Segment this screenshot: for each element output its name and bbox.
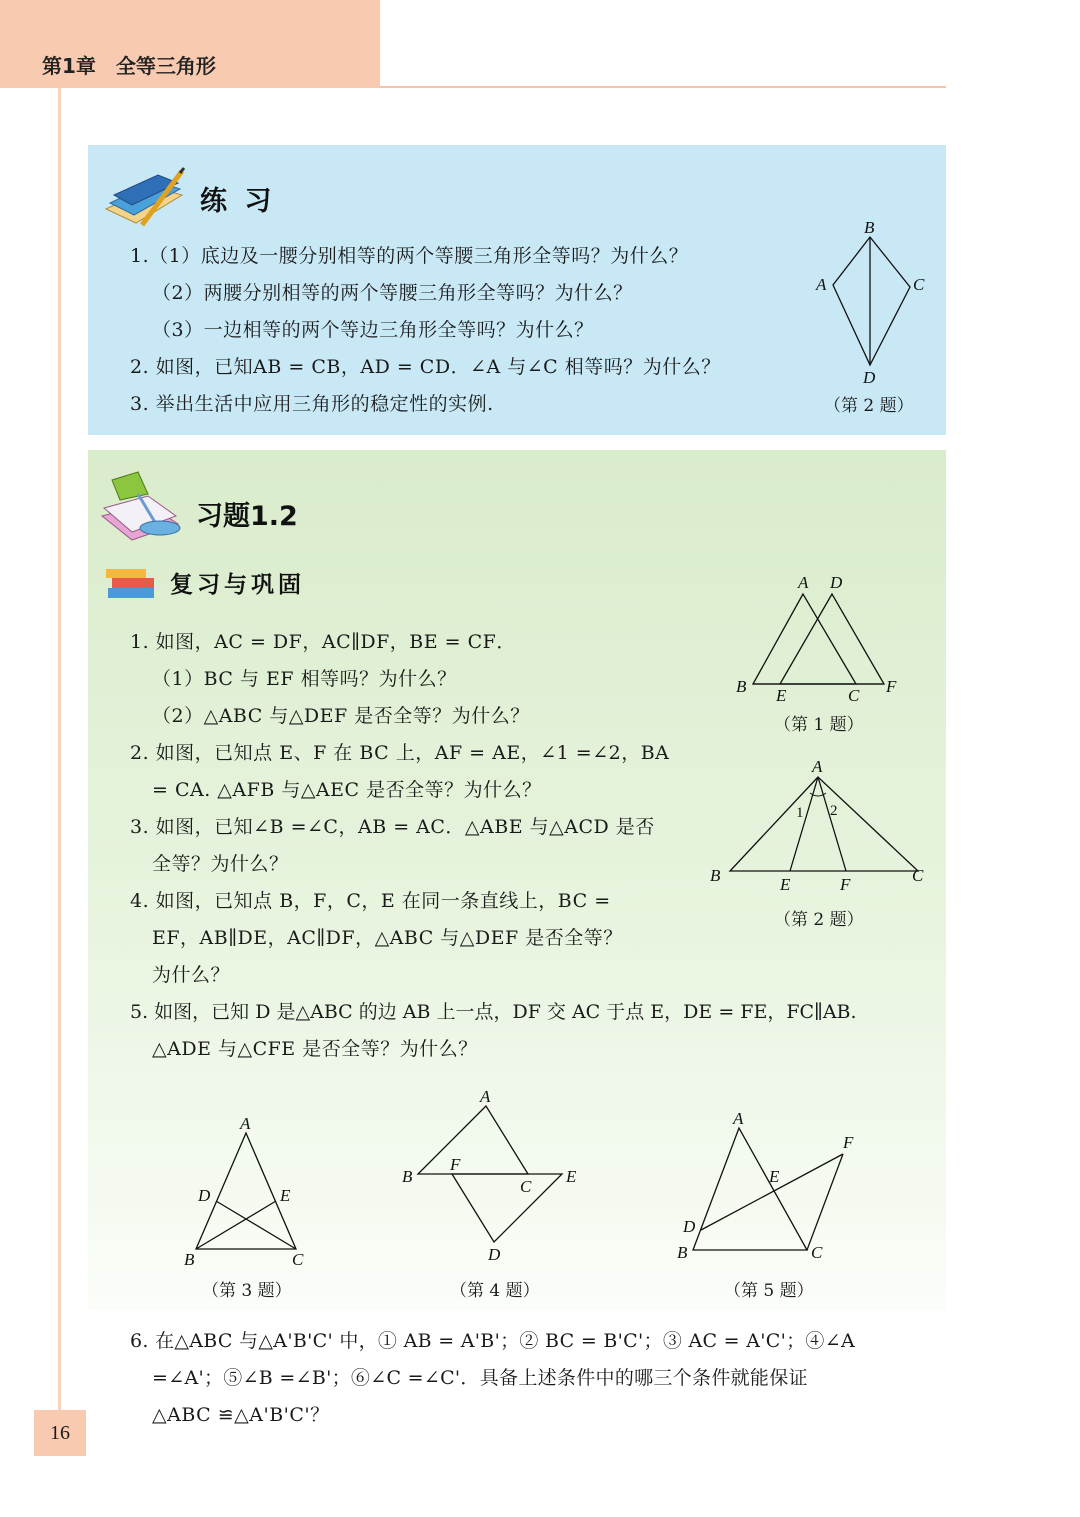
svg-text:F: F (886, 677, 897, 696)
chapter-heading (42, 50, 236, 79)
kite-label-d: D (863, 368, 876, 387)
practice-title: 练 习 (200, 186, 276, 217)
exercise-line-3: （2）△ABC 与△DEF 是否全等？为什么？ (152, 705, 530, 727)
kite-label-c: C (913, 275, 925, 294)
practice-kite-figure (803, 215, 923, 395)
margin-line (58, 88, 61, 1410)
svg-text:B: B (402, 1167, 413, 1186)
figure-1 (728, 568, 908, 705)
exercise-line-12: △ADE 与△CFE 是否全等？为什么？ (152, 1038, 478, 1060)
figure-5 (673, 1110, 873, 1270)
svg-text:A: A (798, 573, 809, 592)
books-pencil-icon (102, 165, 187, 229)
svg-text:C: C (292, 1250, 304, 1269)
exercise-line-2: （1）BC 与 EF 相等吗？为什么？ (152, 668, 457, 690)
svg-text:E: E (280, 1186, 291, 1205)
practice-item-1: 1.（1）底边及一腰分别相等的两个等腰三角形全等吗？为什么？ (130, 245, 689, 267)
practice-item-1-2: （2）两腰分别相等的两个等腰三角形全等吗？为什么？ (152, 282, 633, 304)
kite-label-a: A (816, 275, 827, 294)
svg-text:C: C (912, 866, 924, 885)
exercise-line-7: 全等？为什么？ (152, 853, 289, 875)
svg-text:D: D (488, 1245, 501, 1264)
exercise-line-9: EF，AB∥DE，AC∥DF，△ABC 与△DEF 是否全等？ (152, 927, 623, 949)
figure-3-caption: （第 3 题） (202, 1281, 292, 1301)
exercise-subtitle: 复习与巩固 (170, 571, 305, 598)
chapter-title: 全等三角形 (115, 54, 216, 78)
svg-text:E: E (769, 1167, 780, 1186)
svg-text:E: E (566, 1167, 577, 1186)
practice-item-3: 3. 举出生活中应用三角形的稳定性的实例. (130, 393, 494, 415)
angle-2-label: 2 (830, 803, 838, 819)
figure-5-caption: （第 5 题） (724, 1281, 814, 1301)
svg-text:C: C (811, 1243, 823, 1262)
kite-label-b: B (864, 218, 875, 237)
svg-text:E: E (780, 875, 791, 894)
practice-item-1-3: （3）一边相等的两个等边三角形全等吗？为什么？ (152, 319, 594, 341)
figure-4-caption: （第 4 题） (450, 1281, 540, 1301)
header-divider (380, 86, 946, 88)
exercise-line-13: 6. 在△ABC 与△A'B'C' 中，① AB = A'B'；② BC = B'C'；③ AC = A'C'；④∠A (130, 1330, 855, 1352)
svg-text:A: A (480, 1087, 491, 1106)
exercise-line-8: 4. 如图，已知点 B，F，C，E 在同一条直线上，BC = (130, 890, 611, 912)
exercise-line-15: △ABC ≌△A'B'C'？ (152, 1404, 330, 1426)
figure-1-caption: （第 1 题） (774, 715, 864, 735)
exercise-box (88, 450, 946, 1310)
exercise-title: 习题1.2 (196, 501, 298, 532)
practice-box (88, 145, 946, 435)
exercise-line-11: 5. 如图，已知 D 是△ABC 的边 AB 上一点，DF 交 AC 于点 E，DE = FE，FC∥AB. (130, 1001, 857, 1023)
svg-text:D: D (198, 1186, 211, 1205)
exercise-line-4: 2. 如图，已知点 E、F 在 BC 上，AF = AE，∠1 =∠2，BA (130, 742, 670, 764)
svg-text:A: A (240, 1114, 251, 1133)
figure-2 (708, 755, 938, 895)
svg-text:D: D (683, 1217, 696, 1236)
svg-text:C: C (520, 1177, 532, 1196)
svg-text:D: D (830, 573, 843, 592)
exercise-line-10: 为什么？ (152, 964, 231, 986)
lamp-book-icon (98, 468, 188, 548)
figure-3 (178, 1115, 318, 1275)
svg-text:F: F (843, 1133, 854, 1152)
svg-text:F: F (450, 1155, 461, 1174)
practice-figure-caption: （第 2 题） (824, 396, 914, 416)
exercise-line-6: 3. 如图，已知∠B =∠C，AB = AC．△ABE 与△ACD 是否 (130, 816, 655, 838)
svg-text:E: E (776, 686, 787, 705)
angle-1-label: 1 (796, 805, 804, 821)
svg-text:B: B (736, 677, 747, 696)
stacked-books-icon (102, 564, 160, 604)
svg-text:B: B (710, 866, 721, 885)
figure-4 (398, 1087, 588, 1270)
svg-text:F: F (840, 875, 851, 894)
exercise-line-14: =∠A'；⑤∠B =∠B'；⑥∠C =∠C'．具备上述条件中的哪三个条件就能保证 (152, 1367, 808, 1389)
practice-item-2: 2. 如图，已知AB = CB，AD = CD．∠A 与∠C 相等吗？为什么？ (130, 356, 721, 378)
page-number: 16 (34, 1410, 86, 1456)
exercise-line-5: = CA. △AFB 与△AEC 是否全等？为什么？ (152, 779, 542, 801)
svg-text:A: A (733, 1109, 744, 1128)
svg-text:B: B (184, 1250, 195, 1269)
exercise-line-1: 1. 如图，AC = DF，AC∥DF，BE = CF． (130, 631, 516, 653)
chapter-number: 第1章 (42, 54, 96, 78)
svg-text:A: A (812, 757, 823, 776)
svg-text:C: C (848, 686, 860, 705)
svg-text:B: B (677, 1243, 688, 1262)
figure-2-caption: （第 2 题） (774, 910, 864, 930)
